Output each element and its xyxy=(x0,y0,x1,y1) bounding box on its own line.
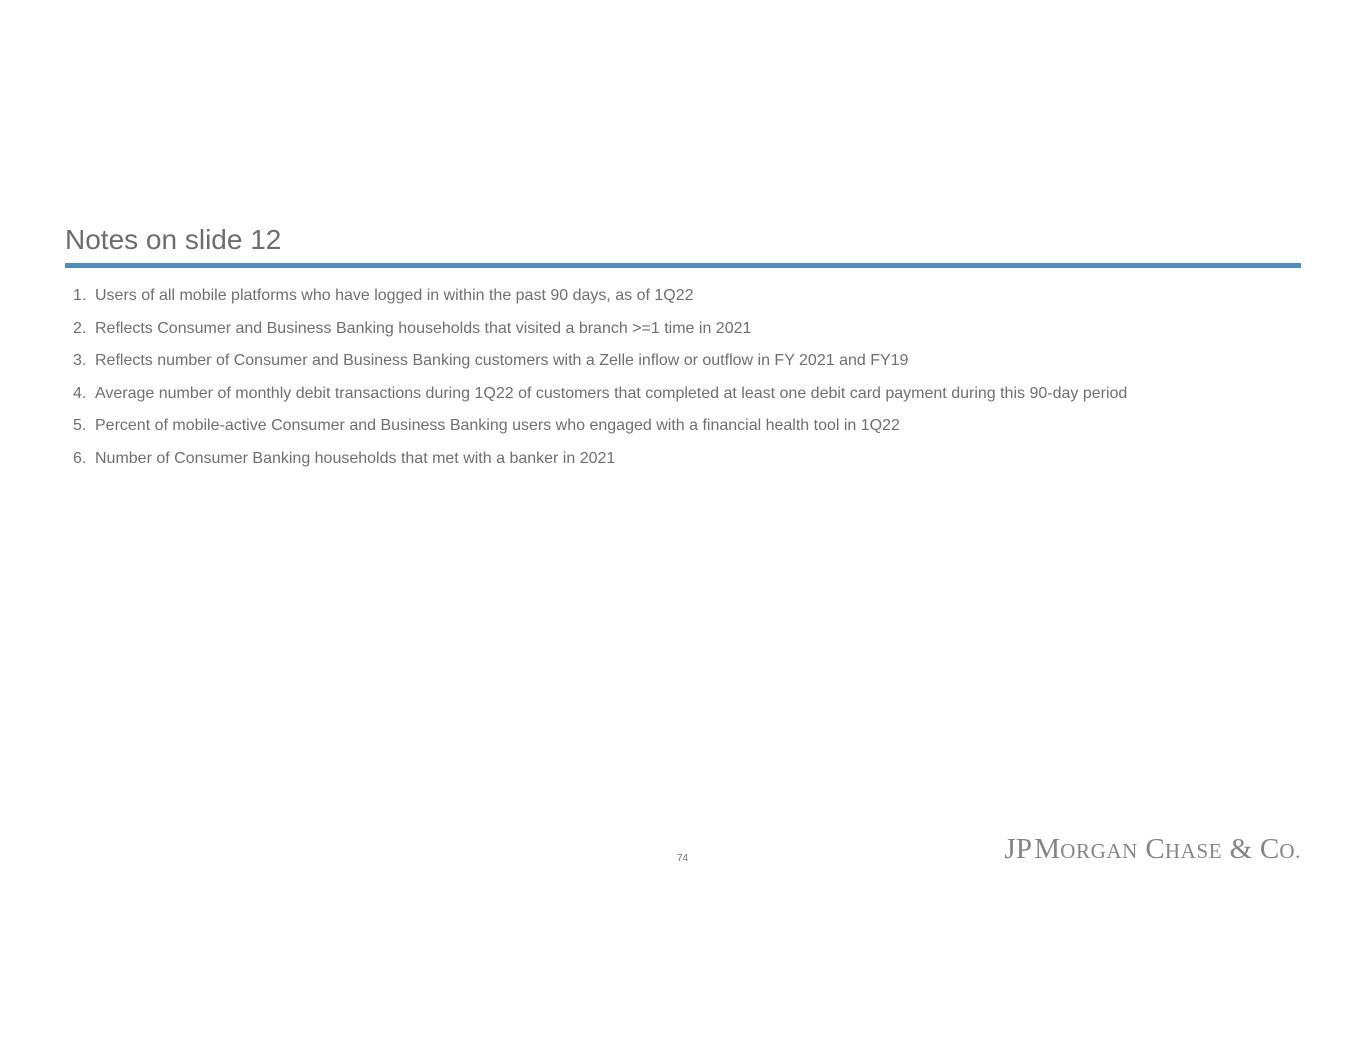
note-item xyxy=(73,382,1127,415)
note-item xyxy=(73,284,1127,317)
note-item xyxy=(73,447,1127,480)
note-text: Users of all mobile platforms who have logged in within the past 90 days, as of 1Q22 xyxy=(95,287,694,304)
jpmorgan-chase-logo xyxy=(1004,834,1301,866)
note-item xyxy=(73,317,1127,350)
slide-title: Notes on slide 12 xyxy=(65,224,282,255)
note-text: Average number of monthly debit transactions during 1Q22 of customers that completed at least one debit card payment during this 90-day period xyxy=(95,384,1128,402)
note-number: 6. xyxy=(73,449,87,467)
note-number: 2. xyxy=(73,319,87,337)
note-item xyxy=(73,349,1127,382)
notes-list xyxy=(73,284,1127,480)
note-text: Reflects number of Consumer and Business Banking customers with a Zelle inflow or outflow in FY 2021 and FY19 xyxy=(95,352,909,370)
note-text: Reflects Consumer and Business Banking households that visited a branch >=1 time in 2021 xyxy=(95,319,752,337)
note-item xyxy=(73,414,1127,447)
note-number: 1. xyxy=(73,287,87,304)
note-number: 5. xyxy=(73,417,87,435)
note-number: 3. xyxy=(73,352,87,370)
title-divider xyxy=(65,263,1301,268)
note-text: Number of Consumer Banking households that met with a banker in 2021 xyxy=(95,449,616,467)
note-number: 4. xyxy=(73,384,87,402)
page-number: 74 xyxy=(676,853,689,864)
logo-wordmark: JPMORGAN CHASE & CO. xyxy=(1004,833,1301,865)
note-text: Percent of mobile-active Consumer and Business Banking users who engaged with a financial health tool in 1Q22 xyxy=(95,417,900,435)
